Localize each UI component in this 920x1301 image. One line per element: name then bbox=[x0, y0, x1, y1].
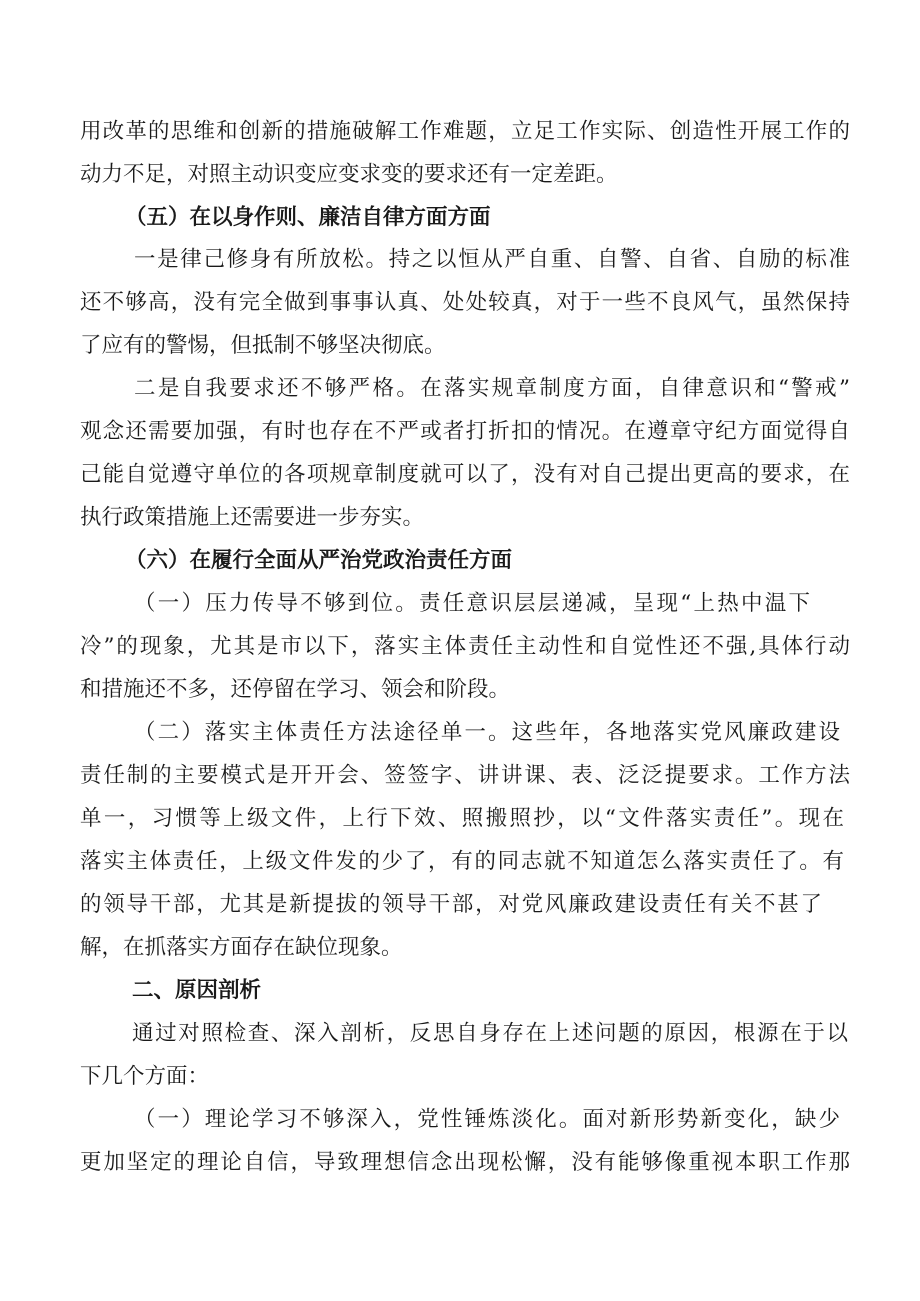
section-heading: （五）在以身作则、廉洁自律方面方面 bbox=[125, 205, 491, 230]
paragraph-line: 冷”的现象，尤其是市以下，落实主体责任主动性和自觉性还不强,具体行动 bbox=[80, 634, 850, 659]
paragraph-line: 解，在抓落实方面存在缺位现象。 bbox=[80, 935, 403, 960]
paragraph-line: 还不够高，没有完全做到事事认真、处处较真，对于一些不良风气，虽然保持 bbox=[80, 290, 850, 315]
paragraph-line: 了应有的警惕，但抵制不够坚决彻底。 bbox=[80, 333, 446, 358]
paragraph-line: 观念还需要加强，有时也存在不严或者打折扣的情况。在遵章守纪方面觉得自 bbox=[80, 419, 850, 444]
paragraph-line: （二）落实主体责任方法途径单一。这些年，各地落实党风廉政建设 bbox=[134, 720, 840, 745]
paragraph-line: 的领导干部，尤其是新提拔的领导干部，对党风廉政建设责任有关不甚了 bbox=[80, 892, 822, 917]
section-heading: 二、原因剖析 bbox=[132, 978, 262, 1003]
paragraph-line: 动力不足，对照主动识变应变求变的要求还有一定差距。 bbox=[80, 162, 618, 187]
paragraph-line: 下几个方面： bbox=[80, 1064, 210, 1089]
paragraph-line: 和措施还不多，还停留在学习、领会和阶段。 bbox=[80, 677, 511, 702]
section-heading: （六）在履行全面从严治党政治责任方面 bbox=[125, 548, 513, 573]
paragraph-line: 二是自我要求还不够严格。在落实规章制度方面，自律意识和“警戒” bbox=[134, 376, 850, 401]
paragraph-line: 执行政策措施上还需要进一步夯实。 bbox=[80, 505, 425, 530]
paragraph-line: 单一，习惯等上级文件，上行下效、照搬照抄，以“文件落实责任”。现在 bbox=[80, 806, 844, 831]
paragraph-line: 用改革的思维和创新的措施破解工作难题，立足工作实际、创造性开展工作的 bbox=[80, 119, 850, 144]
paragraph-line: 更加坚定的理论自信，导致理想信念出现松懈，没有能够像重视本职工作那 bbox=[80, 1150, 850, 1175]
paragraph-line: （一）压力传导不够到位。责任意识层层递减，呈现“上热中温下 bbox=[134, 591, 810, 616]
paragraph-line: 通过对照检查、深入剖析，反思自身存在上述问题的原因，根源在于以 bbox=[132, 1021, 848, 1046]
paragraph-line: （一）理论学习不够深入，党性锤炼淡化。面对新形势新变化，缺少 bbox=[134, 1107, 840, 1132]
paragraph-line: 落实主体责任，上级文件发的少了，有的同志就不知道怎么落实责任了。有 bbox=[80, 849, 844, 874]
paragraph-line: 一是律己修身有所放松。持之以恒从严自重、自警、自省、自励的标准 bbox=[134, 247, 850, 272]
paragraph-line: 责任制的主要模式是开开会、签签字、讲讲课、表、泛泛提要求。工作方法 bbox=[80, 763, 850, 788]
paragraph-line: 己能自觉遵守单位的各项规章制度就可以了，没有对自己提出更高的要求，在 bbox=[80, 462, 850, 487]
